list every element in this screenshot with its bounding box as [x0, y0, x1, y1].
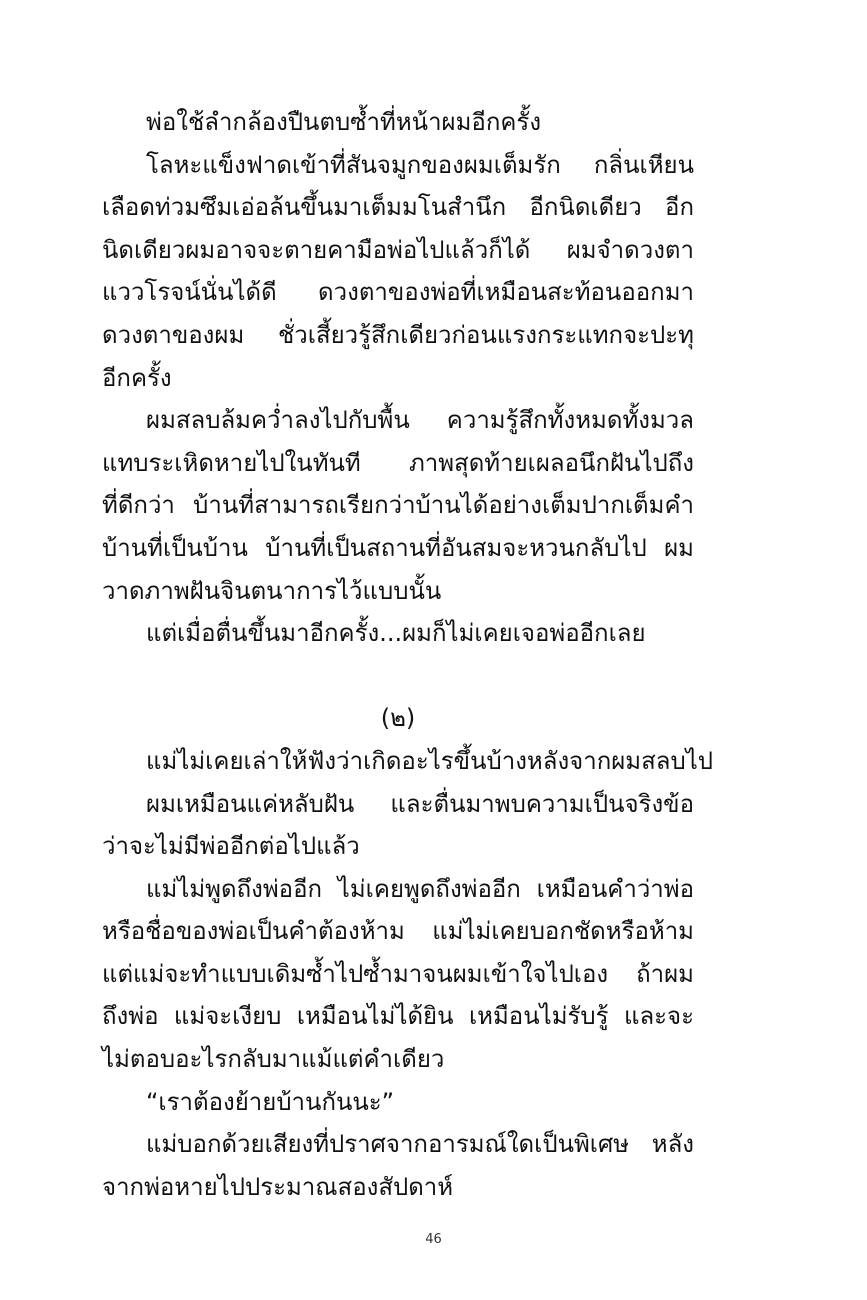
- page-number: 46: [425, 1232, 442, 1247]
- text-line: แม่ไม่เคยเล่าให้ฟังว่าเกิดอะไรขึ้นบ้างหลังจากผมสลบไป: [146, 746, 714, 775]
- text-line: แต่เมื่อตื่นขึ้นมาอีกครั้ง...ผมก็ไม่เคยเจอพ่ออีกเลย: [146, 619, 646, 648]
- paragraph: [102, 612, 694, 655]
- text-line: ดวงตาของผม ชั่วเสี้ยวรู้สึกเดียวก่อนแรงกระแทกจะปะทุ: [102, 320, 694, 349]
- text-line: วาดภาพฝันจินตนาการไว้แบบนั้น: [102, 576, 442, 605]
- text-line: จากพ่อหายไปประมาณสองสัปดาห์: [102, 1172, 454, 1201]
- text-line: แต่แม่จะทำแบบเดิมซ้ำไปซ้ำมาจนผมเข้าใจไปเอง ถ้าผม: [102, 959, 694, 988]
- paragraph: [102, 1081, 694, 1124]
- paragraph: [102, 740, 714, 783]
- text-line: แม่บอกด้วยเสียงที่ปราศจากอารมณ์ใดเป็นพิเศษ หลัง: [146, 1130, 694, 1159]
- text-line: แม่ไม่พูดถึงพ่ออีก ไม่เคยพูดถึงพ่ออีก เหมือนคำว่าพ่อ: [146, 874, 694, 903]
- text-line: ไม่ตอบอะไรกลับมาแม้แต่คำเดียว: [102, 1045, 445, 1074]
- section-heading: (๒): [380, 704, 416, 733]
- paragraph: [102, 101, 694, 144]
- text-line: แทบระเหิดหายไปในทันที ภาพสุดท้ายเผลอนึกฝันไปถึง: [102, 448, 694, 477]
- text-line: ที่ดีกว่า บ้านที่สามารถเรียกว่าบ้านได้อย่างเต็มปากเต็มคำ: [102, 491, 694, 520]
- text-line: ว่าจะไม่มีพ่ออีกต่อไปแล้ว: [102, 832, 360, 861]
- section-gap: [102, 655, 694, 698]
- text-line: “เราต้องย้ายบ้านกันนะ”: [146, 1087, 395, 1116]
- paragraph: [102, 399, 694, 612]
- text-line: ผมเหมือนแค่หลับฝัน และตื่นมาพบความเป็นจริงข้อ: [146, 789, 694, 818]
- body-text: [102, 101, 714, 1208]
- text-line: แววโรจน์นั่นได้ดี ดวงตาของพ่อที่เหมือนสะท้อนออกมา: [102, 278, 694, 307]
- paragraph: [102, 868, 694, 1081]
- text-line: บ้านที่เป็นบ้าน บ้านที่เป็นสถานที่อันสมจะหวนกลับไป ผม: [102, 533, 694, 562]
- text-line: โลหะแข็งฟาดเข้าที่สันจมูกของผมเต็มรัก กลิ่นเหียน: [146, 150, 694, 179]
- text-line: อีกครั้ง: [102, 363, 172, 392]
- text-line: นิดเดียวผมอาจจะตายคามือพ่อไปแล้วก็ได้ ผมจำดวงตา: [102, 235, 694, 264]
- text-line: เลือดท่วมซึมเอ่อล้นขึ้นมาเต็มมโนสำนึก อีกนิดเดียว อีก: [102, 193, 694, 222]
- text-line: ผมสลบล้มคว่ำลงไปกับพื้น ความรู้สึกทั้งหมดทั้งมวล: [146, 406, 694, 435]
- section-two: [102, 740, 714, 1209]
- paragraph: [102, 144, 694, 400]
- text-line: ถึงพ่อ แม่จะเงียบ เหมือนไม่ได้ยิน เหมือนไม่รับรู้ และจะ: [102, 1002, 694, 1031]
- paragraph: [102, 783, 694, 868]
- paragraph: [102, 1123, 694, 1208]
- text-line: พ่อใช้ลำกล้องปืนตบซ้ำที่หน้าผมอีกครั้ง: [146, 108, 542, 136]
- text-line: หรือชื่อของพ่อเป็นคำต้องห้าม แม่ไม่เคยบอกชัดหรือห้าม: [102, 917, 694, 946]
- section-one: [102, 101, 694, 655]
